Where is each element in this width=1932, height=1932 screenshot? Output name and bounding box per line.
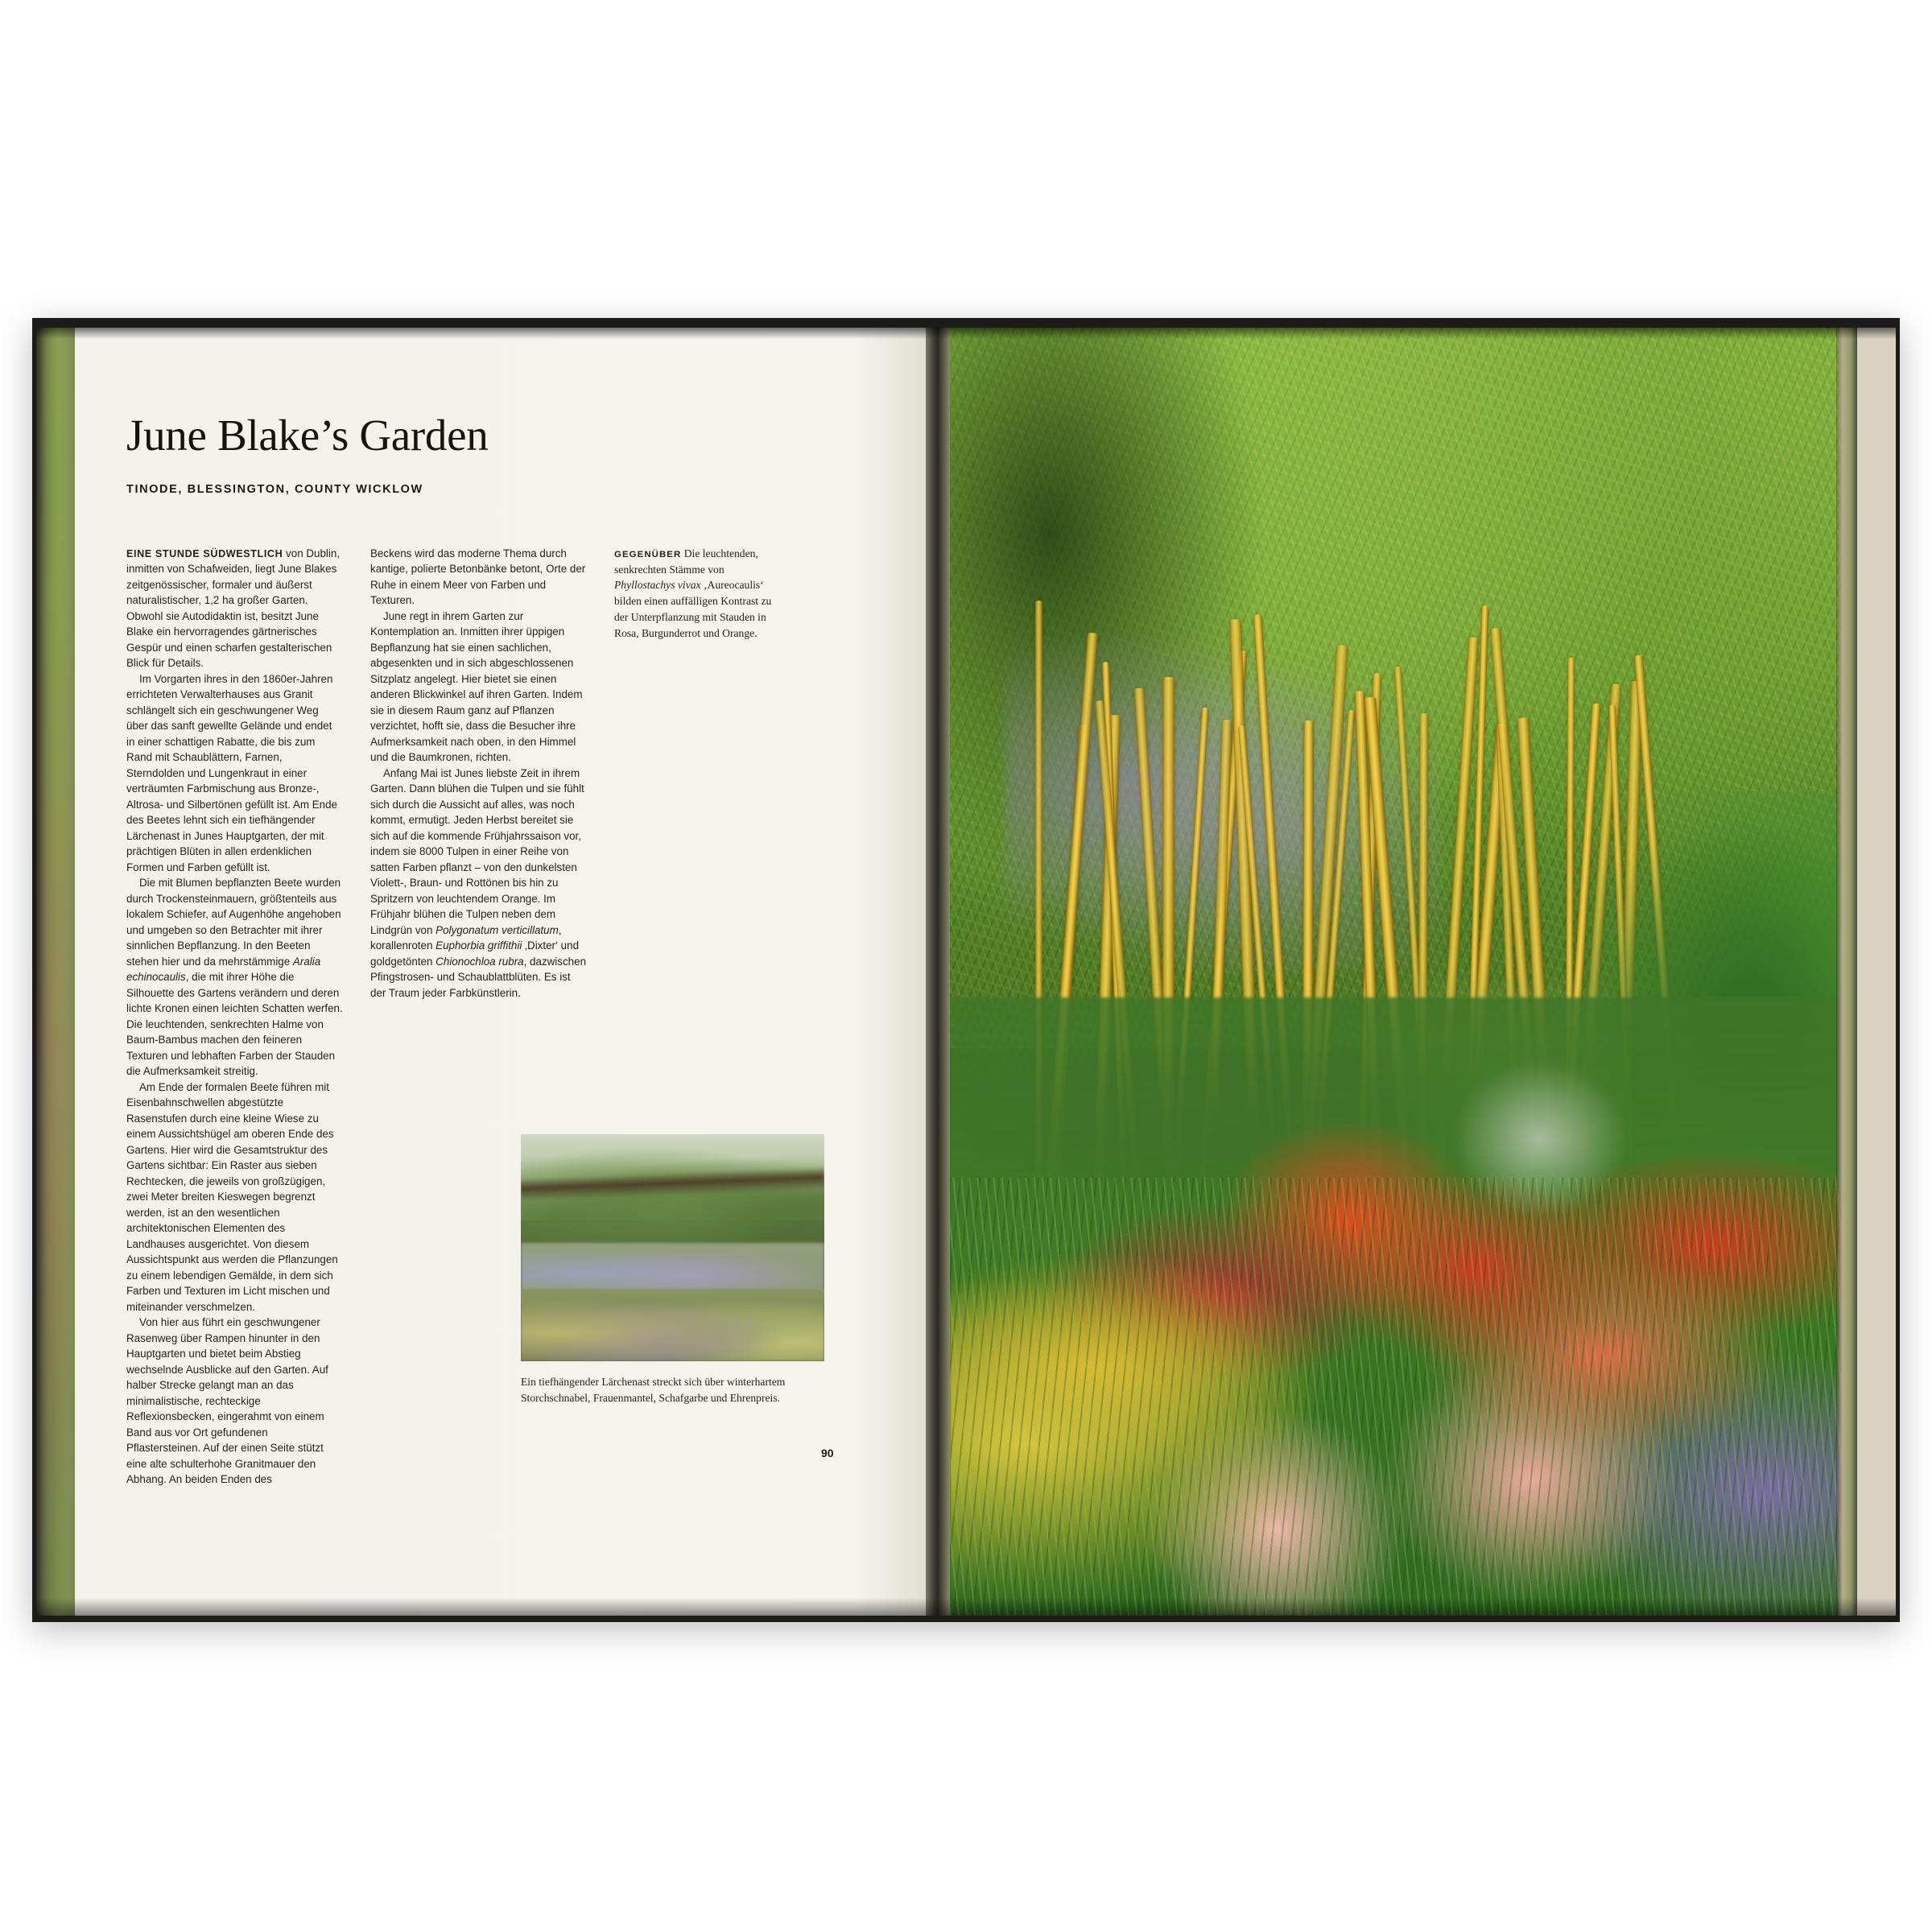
- latin-name-polygonatum: Polygonatum verticillatum: [436, 923, 559, 936]
- left-page: [36, 328, 926, 1616]
- paragraph-8: [370, 766, 587, 1001]
- paragraph-8-d: , dazwischen Pfingstrosen- und Schaublattblüten. Es ist der Traum jeder Farbkünstlerin.: [370, 955, 587, 999]
- paragraph-3: [126, 875, 343, 1080]
- edge-blur: [36, 328, 75, 1616]
- page-number: 90: [821, 1447, 834, 1459]
- inset-garden-photo: [521, 1134, 824, 1361]
- inset-photo-caption: Ein tiefhängender Lärchenast streckt sich über winterhartem Storchschnabel, Frauenmantel, Schafgarbe und Ehrenpreis.: [521, 1376, 786, 1404]
- paragraph-1: [126, 546, 343, 671]
- open-book: [32, 318, 1900, 1622]
- paragraph-6: Beckens wird das moderne Thema durch kantige, polierte Betonbänke betont, Orte der Ruhe in einem Meer von Farben und Texturen.: [370, 547, 586, 607]
- latin-name-euphorbia: Euphorbia griffithii: [436, 939, 522, 952]
- bamboo-photograph: [950, 328, 1857, 1616]
- photo-foreground-planting: [521, 1289, 824, 1361]
- paragraph-8-b: , korallenroten: [370, 923, 562, 952]
- next-page-edge: [1836, 328, 1857, 1616]
- facing-photo-caption: [614, 546, 786, 642]
- lead-capitals: EINE STUNDE SÜDWESTLICH: [126, 547, 283, 559]
- page-title: June Blake’s Garden: [126, 411, 489, 460]
- paragraph-5: Von hier aus führt ein geschwungener Rasenweg über Rampen hinunter in den Hauptgarten und bietet beim Abstieg wechselnde Ausblicke auf den Garten. Auf halber Strecke gelangt man an das minimalistische, rechteckige Reflexionsbecken, eingerahmt von einem Band aus vor Ort gefundenen Pflastersteinen. Auf der einen Seite stützt eine alte schulterhohe Granitmauer den Abhang. An beiden Enden des: [126, 1316, 328, 1486]
- book-gutter: [926, 328, 950, 1616]
- latin-name-chionochloa: Chionochloa rubra: [436, 955, 524, 968]
- column-one: [126, 546, 343, 1488]
- book-edge-left: [36, 328, 75, 1616]
- photo-grasses: [950, 1178, 1857, 1616]
- paragraph-1-body: von Dublin, inmitten von Schafweiden, liegt June Blakes zeitgenössischer, formaler und äußerst naturalistischer, 1,2 ha großer Garten. Obwohl sie Autodidaktin ist, besitzt June Blake ein hervorragendes gärtnerisches Gespür und einen scharfen gestalterischen Blick für Details.: [126, 547, 341, 670]
- paragraph-8-c: ‚Dixter‘ und goldgetönten: [370, 939, 580, 968]
- latin-name-aralia: Aralia echinocaulis: [126, 955, 321, 984]
- caption-text-b: ‚Aureocaulis‘ bilden einen auffälligen Kontrast zu der Unterpflanzung mit Stauden in Rosa, Burgunderrot und Orange.: [614, 579, 772, 639]
- page-subtitle: TINODE, BLESSINGTON, COUNTY WICKLOW: [126, 482, 423, 496]
- paragraph-3-a: Die mit Blumen bepflanzten Beete wurden durch Trockensteinmauern, größtenteils aus lokalem Schiefer, auf Augenhöhe angehoben und umgeben so den Betrachter mit ihrer sinnlichen Bepflanzung. In den Beeten stehen hier und da mehrstämmige: [126, 877, 341, 968]
- paragraph-7: June regt in ihrem Garten zur Kontemplation an. Inmitten ihrer üppigen Bepflanzung hat sie einen sachlichen, abgesenkten und in sich abgeschlossenen Sitzplatz angelegt. Hier bietet sie einen anderen Blickwinkel auf ihren Garten. Indem sie in diesem Raum ganz auf Pflanzen verzichtet, hofft sie, dass die Besucher ihre Aufmerksamkeit nach oben, in den Himmel und die Baumkronen, richten.: [370, 609, 583, 764]
- caption-label: GEGENÜBER: [614, 549, 682, 559]
- caption-text-a: Die leuchtenden, senkrechten Stämme von: [614, 547, 758, 576]
- latin-name-phyllostachys: Phyllostachys vivax: [614, 579, 701, 592]
- book-pages: [36, 328, 1896, 1616]
- paragraph-4: Am Ende der formalen Beete führen mit Eisenbahnschwellen abgestützte Rasenstufen durch eine kleine Wiese zu einem Aussichtshügel am oberen Ende des Gartens. Hier wird die Gesamtstruktur des Gartens sichtbar: Ein Raster aus sieben Rechtecken, die jeweils von großzügigen, zwei Meter breiten Kieswegen begrenzt werden, ist an den wesentlichen architektonischen Elementen des Landhauses ausgerichtet. Von diesem Aussichtspunkt aus werden die Pflanzungen zu einem lebendigen Gemälde, in dem sich Farben und Texturen im Licht mischen und miteinander verschmelzen.: [126, 1080, 338, 1313]
- right-page: [950, 328, 1857, 1616]
- paragraph-3-b: , die mit ihrer Höhe die Silhouette des Gartens verändern und deren lichte Kronen einen leichten Schatten werfen. Die leuchtenden, senkrechten Halme von Baum-Bambus machen den feineren Texturen und lebhaften Farben der Stauden die Aufmerksamkeit streitig.: [126, 971, 343, 1078]
- paragraph-2: Im Vorgarten ihres in den 1860er-Jahren errichteten Verwalterhauses aus Granit schlängelt sich ein geschwungener Weg über das sanft gewellte Gelände und endet in einer schattigen Rabatte, die bis zum Rand mit Schaublättern, Farnen, Sterndolden und Lungenkraut in einer verträumten Farbmischung aus Bronze-, Altrosa- und Silbertönen gefüllt ist. Am Ende des Beetes lehnt sich ein tiefhängender Lärchenast in Junes Hauptgarten, der mit prächtigen Blüten in allen erdenklichen Formen und Farben gefüllt ist.: [126, 672, 338, 873]
- paragraph-8-a: Anfang Mai ist Junes liebste Zeit in ihrem Garten. Dann blühen die Tulpen und sie fühlt sich durch die Aussicht auf alles, was noch kommt, ermutigt. Jeden Herbst bereitet sie sich auf die kommende Frühjahrssaison vor, indem sie 8000 Tulpen in einer Reihe von satten Farben pflanzt – von den dunkelsten Violett-, Braun- und Rottönen bis hin zu Spritzern von leuchtendem Orange. Im Frühjahr blühen die Tulpen neben dem Lindgrün von: [370, 766, 584, 936]
